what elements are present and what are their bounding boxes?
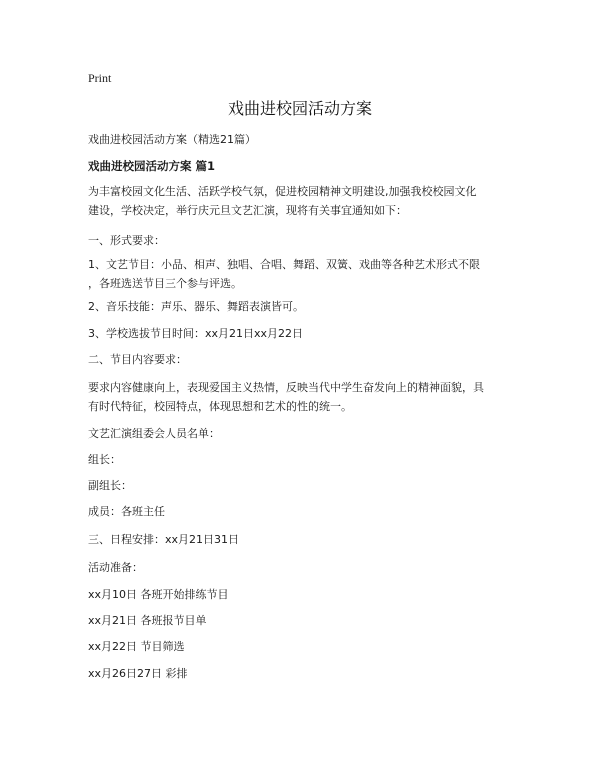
paragraph-line: 1、文艺节目：小品、相声、独唱、合唱、舞蹈、双簧、戏曲等各种艺术形式不限 (88, 258, 480, 271)
schedule-item: xx月21日 各班报节目单 (88, 614, 207, 627)
paragraph-line: 要求内容健康向上，表现爱国主义热情，反映当代中学生奋发向上的精神面貌，具 (88, 381, 484, 394)
paragraph-line: 建设，学校决定，举行庆元旦文艺汇演，现将有关事宜通知如下： (88, 204, 407, 217)
heading-schedule: 三、日程安排：xx月21日31日 (88, 533, 240, 546)
paragraph-line: ，各班选送节目三个参与评选。 (88, 277, 242, 290)
paragraph-line: 成员：各班主任 (88, 505, 165, 518)
document-title: 戏曲进校园活动方案 (227, 99, 372, 118)
paragraph-line: 为丰富校园文化生活、活跃学校气氛，促进校园精神文明建设,加强我校校园文化 (88, 185, 477, 198)
schedule-item: xx月22日 节目筛选 (88, 640, 185, 653)
section-heading: 戏曲进校园活动方案 篇1 (88, 159, 216, 173)
paragraph-line: 3、学校选拔节目时间：xx月21日xx月22日 (88, 327, 304, 340)
heading-content-requirements: 二、节目内容要求： (88, 353, 187, 366)
paragraph-line: 有时代特征，校园特点，体现思想和艺术的性的统一。 (88, 400, 352, 413)
paragraph-line: 2、音乐技能：声乐、器乐、舞蹈表演皆可。 (88, 300, 304, 313)
heading-form-requirements: 一、形式要求： (88, 234, 165, 247)
document-subtitle: 戏曲进校园活动方案（精选21篇） (88, 133, 256, 146)
paragraph-line: 文艺汇演组委会人员名单： (88, 427, 220, 440)
schedule-item: xx月26日27日 彩排 (88, 667, 188, 680)
paragraph-line: 副组长： (88, 479, 132, 492)
paragraph-line: 活动准备： (88, 561, 143, 574)
print-label[interactable]: Print (88, 71, 112, 85)
schedule-item: xx月10日 各班开始排练节目 (88, 588, 229, 601)
paragraph-line: 组长： (88, 453, 121, 466)
